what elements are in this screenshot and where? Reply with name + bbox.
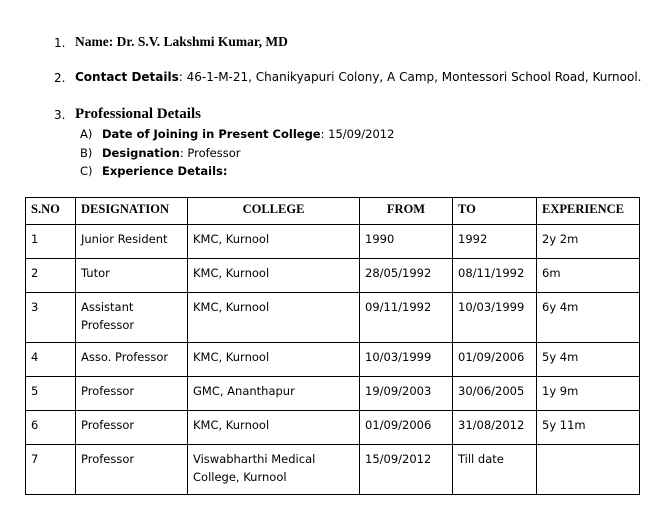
contact-details-line [75, 70, 642, 84]
column-header-college: COLLEGE [188, 198, 360, 225]
table-cell: Asso. Professor [76, 343, 188, 377]
contact-details-value: : 46-1-M-21, Chanikyapuri Colony, A Camp, Montessori School Road, Kurnool. [178, 70, 642, 84]
table-cell: 1y 9m [537, 377, 640, 411]
table-cell: 5y 11m [537, 411, 640, 445]
column-header-to: TO [453, 198, 537, 225]
column-header-designation: DESIGNATION [76, 198, 188, 225]
table-cell: Assistant Professor [76, 293, 188, 343]
column-header-experience: EXPERIENCE [537, 198, 640, 225]
column-header-sno: S.NO [26, 198, 76, 225]
table-cell: 2 [26, 259, 76, 293]
table-cell: Professor [76, 411, 188, 445]
table-cell: Junior Resident [76, 225, 188, 259]
date-of-joining-label: Date of Joining in Present College [102, 127, 321, 141]
table-cell: Professor [76, 445, 188, 495]
table-cell: 30/06/2005 [453, 377, 537, 411]
table-cell: 6 [26, 411, 76, 445]
table-cell: Professor [76, 377, 188, 411]
table-row [26, 411, 640, 445]
table-cell: KMC, Kurnool [188, 293, 360, 343]
table-cell: 1 [26, 225, 76, 259]
table-row [26, 225, 640, 259]
table-cell [537, 445, 640, 495]
table-cell: KMC, Kurnool [188, 225, 360, 259]
experience-details-line [80, 164, 227, 178]
contact-details-label: Contact Details [75, 70, 179, 84]
table-cell: Tutor [76, 259, 188, 293]
sub-item-letter: B) [80, 146, 93, 160]
table-row [26, 343, 640, 377]
sub-item-letter: C) [80, 164, 93, 178]
table-cell: 01/09/2006 [453, 343, 537, 377]
table-cell: KMC, Kurnool [188, 343, 360, 377]
table-cell: 6y 4m [537, 293, 640, 343]
table-cell: KMC, Kurnool [188, 259, 360, 293]
column-header-from: FROM [360, 198, 453, 225]
experience-table [25, 197, 640, 495]
name-line: Name: Dr. S.V. Lakshmi Kumar, MD [75, 34, 288, 49]
table-cell: 1990 [360, 225, 453, 259]
designation-value: : Professor [179, 146, 241, 160]
table-cell: KMC, Kurnool [188, 411, 360, 445]
table-cell: 7 [26, 445, 76, 495]
table-cell: 28/05/1992 [360, 259, 453, 293]
table-cell: 08/11/1992 [453, 259, 537, 293]
professional-details-heading: Professional Details [75, 106, 201, 122]
table-header-row [26, 198, 640, 225]
designation-line [80, 146, 241, 160]
table-row [26, 377, 640, 411]
table-cell: 09/11/1992 [360, 293, 453, 343]
table-row [26, 259, 640, 293]
item-number: 3. [54, 108, 66, 122]
table-cell: 15/09/2012 [360, 445, 453, 495]
table-cell: 19/09/2003 [360, 377, 453, 411]
table-cell: 4 [26, 343, 76, 377]
table-cell: Viswabharthi Medical College, Kurnool [188, 445, 360, 495]
item-number: 1. [54, 36, 66, 50]
table-cell: 01/09/2006 [360, 411, 453, 445]
table-cell: 10/03/1999 [453, 293, 537, 343]
table-cell: 2y 2m [537, 225, 640, 259]
date-of-joining-line [80, 127, 394, 141]
table-cell: 31/08/2012 [453, 411, 537, 445]
table-cell: 5y 4m [537, 343, 640, 377]
table-row [26, 293, 640, 343]
table-cell: 10/03/1999 [360, 343, 453, 377]
item-number: 2. [54, 71, 66, 85]
designation-label: Designation [102, 146, 180, 160]
table-cell: 3 [26, 293, 76, 343]
table-cell: 6m [537, 259, 640, 293]
table-cell: Till date [453, 445, 537, 495]
table-cell: 1992 [453, 225, 537, 259]
table-row [26, 445, 640, 495]
table-cell: 5 [26, 377, 76, 411]
experience-details-label: Experience Details: [102, 164, 228, 178]
date-of-joining-value: : 15/09/2012 [320, 127, 395, 141]
table-cell: GMC, Ananthapur [188, 377, 360, 411]
sub-item-letter: A) [80, 127, 93, 141]
